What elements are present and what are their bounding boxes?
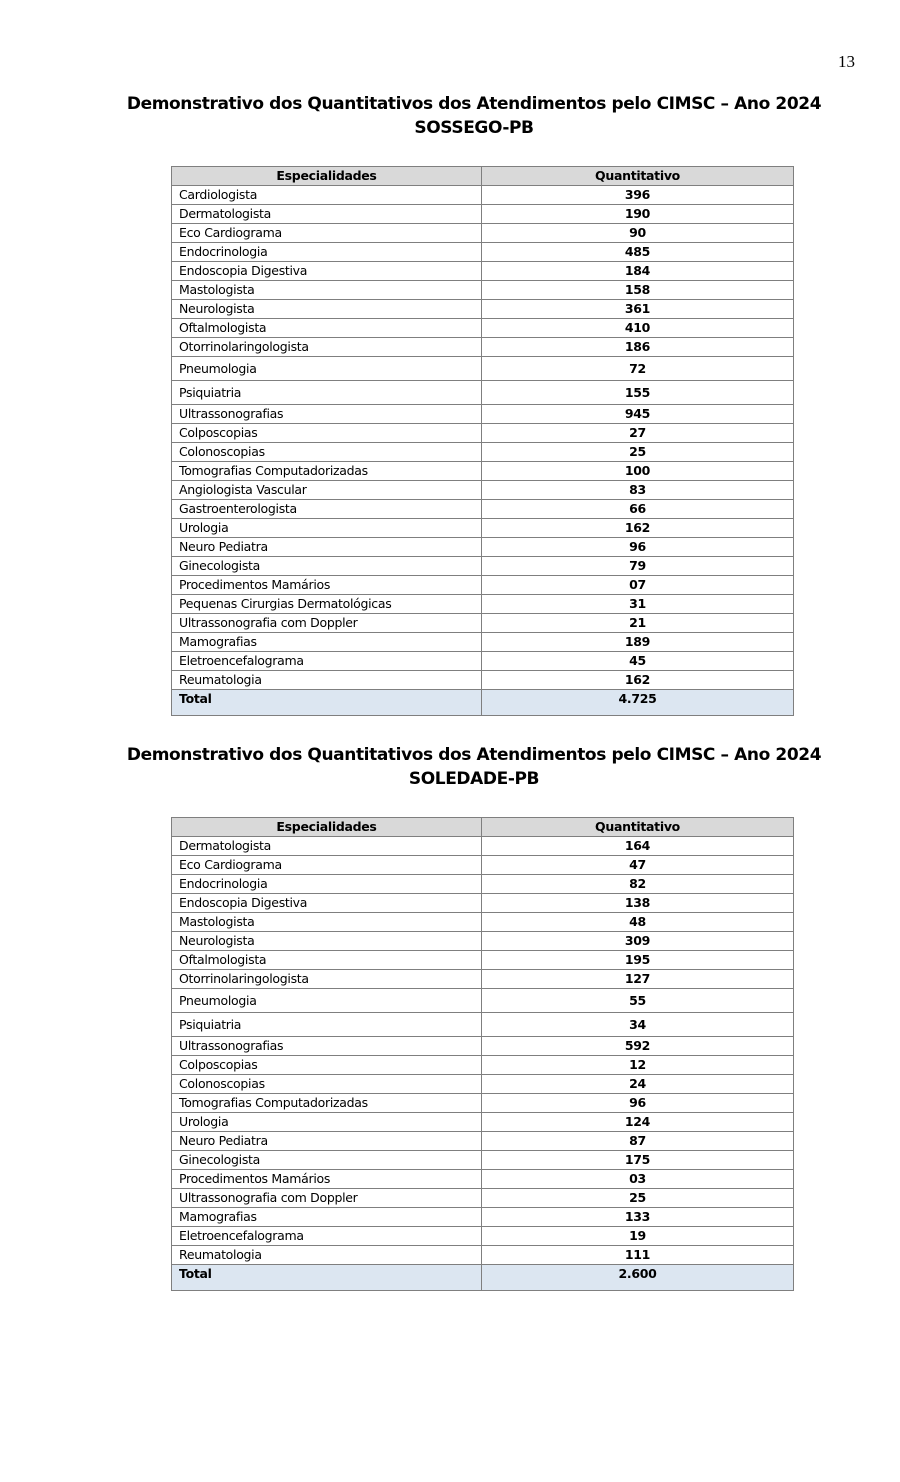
specialty-name: Oftalmologista — [172, 951, 482, 970]
specialty-quantity: 96 — [482, 538, 794, 557]
table-row — [172, 856, 794, 875]
table-row — [172, 633, 794, 652]
specialty-name: Gastroenterologista — [172, 500, 482, 519]
table-row — [172, 381, 794, 405]
table-body — [172, 837, 794, 1291]
specialty-quantity: 361 — [482, 300, 794, 319]
page-number: 13 — [838, 52, 855, 71]
table-row — [172, 989, 794, 1013]
specialty-quantity: 82 — [482, 875, 794, 894]
specialty-quantity: 945 — [482, 405, 794, 424]
table-row — [172, 224, 794, 243]
specialty-name: Otorrinolaringologista — [172, 338, 482, 357]
specialty-quantity: 158 — [482, 281, 794, 300]
specialty-name: Colonoscopias — [172, 1075, 482, 1094]
section-title-soledade — [0, 743, 900, 791]
specialty-name: Pneumologia — [172, 989, 482, 1013]
table-row — [172, 357, 794, 381]
specialty-quantity: 27 — [482, 424, 794, 443]
table-row — [172, 1056, 794, 1075]
specialty-quantity: 189 — [482, 633, 794, 652]
specialty-name: Neuro Pediatra — [172, 1132, 482, 1151]
specialty-name: Pneumologia — [172, 357, 482, 381]
specialty-name: Ultrassonografia com Doppler — [172, 614, 482, 633]
specialty-quantity: 133 — [482, 1208, 794, 1227]
table-row — [172, 1246, 794, 1265]
section-subtitle: SOSSEGO-PB — [414, 118, 534, 138]
specialty-name: Mamografias — [172, 633, 482, 652]
specialty-name: Dermatologista — [172, 205, 482, 224]
table-row — [172, 1227, 794, 1246]
table-soledade — [171, 817, 794, 1291]
header-especialidades: Especialidades — [172, 167, 482, 186]
table-header-row — [172, 167, 794, 186]
specialty-name: Urologia — [172, 1113, 482, 1132]
specialty-quantity: 24 — [482, 1075, 794, 1094]
specialty-name: Neurologista — [172, 932, 482, 951]
specialty-quantity: 90 — [482, 224, 794, 243]
table-row — [172, 186, 794, 205]
specialty-name: Oftalmologista — [172, 319, 482, 338]
table-row — [172, 243, 794, 262]
specialty-quantity: 21 — [482, 614, 794, 633]
specialty-quantity: 138 — [482, 894, 794, 913]
specialty-quantity: 34 — [482, 1013, 794, 1037]
specialty-quantity: 96 — [482, 1094, 794, 1113]
table-row — [172, 1208, 794, 1227]
specialty-name: Tomografias Computadorizadas — [172, 1094, 482, 1113]
specialty-quantity: 31 — [482, 595, 794, 614]
table-row — [172, 281, 794, 300]
table-row — [172, 1013, 794, 1037]
specialty-quantity: 48 — [482, 913, 794, 932]
specialty-quantity: 55 — [482, 989, 794, 1013]
specialty-quantity: 164 — [482, 837, 794, 856]
specialty-quantity: 184 — [482, 262, 794, 281]
table-row — [172, 405, 794, 424]
header-quantitativo: Quantitativo — [482, 818, 794, 837]
specialty-name: Endoscopia Digestiva — [172, 894, 482, 913]
table-row — [172, 970, 794, 989]
specialty-name: Procedimentos Mamários — [172, 576, 482, 595]
specialty-quantity: 175 — [482, 1151, 794, 1170]
table-row — [172, 462, 794, 481]
specialty-name: Angiologista Vascular — [172, 481, 482, 500]
specialty-quantity: 45 — [482, 652, 794, 671]
specialty-quantity: 25 — [482, 1189, 794, 1208]
table-row — [172, 205, 794, 224]
specialty-quantity: 83 — [482, 481, 794, 500]
specialty-name: Ultrassonografias — [172, 1037, 482, 1056]
specialty-quantity: 162 — [482, 519, 794, 538]
specialty-name: Neuro Pediatra — [172, 538, 482, 557]
table-row — [172, 932, 794, 951]
specialty-name: Cardiologista — [172, 186, 482, 205]
specialty-quantity: 195 — [482, 951, 794, 970]
specialty-quantity: 12 — [482, 1056, 794, 1075]
table-row — [172, 500, 794, 519]
specialty-quantity: 396 — [482, 186, 794, 205]
table-header-row — [172, 818, 794, 837]
specialty-quantity: 592 — [482, 1037, 794, 1056]
specialty-name: Pequenas Cirurgias Dermatológicas — [172, 595, 482, 614]
specialty-name: Colonoscopias — [172, 443, 482, 462]
specialty-name: Ultrassonografia com Doppler — [172, 1189, 482, 1208]
table-row — [172, 595, 794, 614]
section-title: Demonstrativo dos Quantitativos dos Atendimentos pelo CIMSC – Ano 2024 — [126, 745, 822, 765]
specialty-name: Mastologista — [172, 281, 482, 300]
specialty-name: Eco Cardiograma — [172, 856, 482, 875]
specialty-quantity: 162 — [482, 671, 794, 690]
specialty-name: Procedimentos Mamários — [172, 1170, 482, 1189]
total-label: Total — [172, 1265, 482, 1291]
table-row — [172, 443, 794, 462]
specialty-name: Neurologista — [172, 300, 482, 319]
table-row — [172, 951, 794, 970]
table-row — [172, 319, 794, 338]
table-row — [172, 652, 794, 671]
table-sossego — [171, 166, 794, 716]
table-row — [172, 1151, 794, 1170]
table-row — [172, 913, 794, 932]
table-row — [172, 1113, 794, 1132]
specialty-quantity: 410 — [482, 319, 794, 338]
specialty-name: Ginecologista — [172, 1151, 482, 1170]
specialty-quantity: 19 — [482, 1227, 794, 1246]
total-value: 4.725 — [482, 690, 794, 716]
total-value: 2.600 — [482, 1265, 794, 1291]
table-row — [172, 894, 794, 913]
section-title-sossego — [0, 92, 900, 140]
specialty-quantity: 87 — [482, 1132, 794, 1151]
table-row — [172, 519, 794, 538]
specialty-quantity: 79 — [482, 557, 794, 576]
table-row — [172, 557, 794, 576]
table-row — [172, 1170, 794, 1189]
header-especialidades: Especialidades — [172, 818, 482, 837]
specialty-name: Mamografias — [172, 1208, 482, 1227]
table-row — [172, 300, 794, 319]
specialty-name: Endoscopia Digestiva — [172, 262, 482, 281]
specialty-name: Tomografias Computadorizadas — [172, 462, 482, 481]
specialty-quantity: 72 — [482, 357, 794, 381]
specialty-quantity: 07 — [482, 576, 794, 595]
table-row — [172, 538, 794, 557]
specialty-name: Endocrinologia — [172, 243, 482, 262]
specialty-name: Reumatologia — [172, 671, 482, 690]
specialty-name: Otorrinolaringologista — [172, 970, 482, 989]
specialty-name: Eco Cardiograma — [172, 224, 482, 243]
specialty-quantity: 485 — [482, 243, 794, 262]
specialty-name: Mastologista — [172, 913, 482, 932]
specialty-quantity: 47 — [482, 856, 794, 875]
specialty-name: Ginecologista — [172, 557, 482, 576]
header-quantitativo: Quantitativo — [482, 167, 794, 186]
specialty-quantity: 186 — [482, 338, 794, 357]
specialty-name: Colposcopias — [172, 424, 482, 443]
table-row — [172, 1075, 794, 1094]
table-row — [172, 262, 794, 281]
total-label: Total — [172, 690, 482, 716]
specialty-name: Eletroencefalograma — [172, 1227, 482, 1246]
table-row — [172, 481, 794, 500]
table-row — [172, 1094, 794, 1113]
specialty-name: Ultrassonografias — [172, 405, 482, 424]
table-row — [172, 671, 794, 690]
specialty-name: Psiquiatria — [172, 1013, 482, 1037]
table-row — [172, 338, 794, 357]
section-subtitle: SOLEDADE-PB — [408, 769, 540, 789]
specialty-quantity: 25 — [482, 443, 794, 462]
table-row — [172, 875, 794, 894]
table-row — [172, 1037, 794, 1056]
specialty-quantity: 124 — [482, 1113, 794, 1132]
section-title: Demonstrativo dos Quantitativos dos Atendimentos pelo CIMSC – Ano 2024 — [126, 94, 822, 114]
table-row — [172, 614, 794, 633]
table-row — [172, 837, 794, 856]
specialty-quantity: 100 — [482, 462, 794, 481]
specialty-quantity: 127 — [482, 970, 794, 989]
specialty-quantity: 309 — [482, 932, 794, 951]
total-row — [172, 690, 794, 716]
table-row — [172, 424, 794, 443]
specialty-name: Colposcopias — [172, 1056, 482, 1075]
specialty-quantity: 155 — [482, 381, 794, 405]
specialty-name: Urologia — [172, 519, 482, 538]
specialty-quantity: 03 — [482, 1170, 794, 1189]
specialty-quantity: 190 — [482, 205, 794, 224]
specialty-name: Dermatologista — [172, 837, 482, 856]
specialty-name: Endocrinologia — [172, 875, 482, 894]
table-row — [172, 1132, 794, 1151]
table-body — [172, 186, 794, 716]
table-row — [172, 576, 794, 595]
total-row — [172, 1265, 794, 1291]
specialty-name: Reumatologia — [172, 1246, 482, 1265]
specialty-name: Psiquiatria — [172, 381, 482, 405]
specialty-name: Eletroencefalograma — [172, 652, 482, 671]
specialty-quantity: 66 — [482, 500, 794, 519]
table-row — [172, 1189, 794, 1208]
specialty-quantity: 111 — [482, 1246, 794, 1265]
